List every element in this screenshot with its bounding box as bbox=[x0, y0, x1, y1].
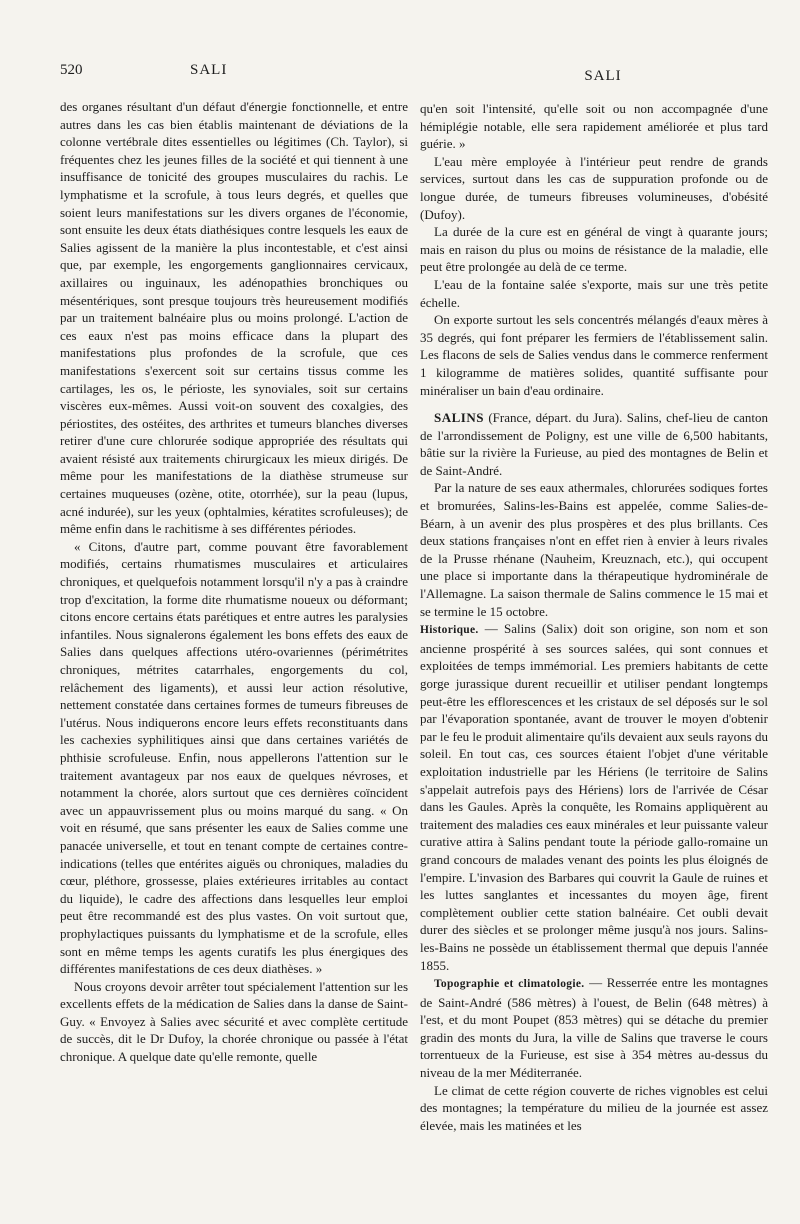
right-paragraph-5: On exporte surtout les sels concentrés mélangés d'eaux mères à 35 degrés, qui font préparer les fermiers de l'établissement salin. Les flacons de sels de Salies vendus dans le commerce renferment 1 kilogramme de matières solides, quantité suffisante pour minéraliser un bain d'eau ordinaire. bbox=[420, 312, 768, 398]
left-paragraph-3: Nous croyons devoir arrêter tout spécialement l'attention sur les excellents effets de la médication de Salies dans la danse de Saint-Guy. « Envoyez à Salies avec sécurité et avec complète certitude de succès, dit le Dr Dufoy, la chorée chronique ou passée à l'état chronique. A quelque date qu'elle remonte, quelle bbox=[60, 978, 408, 1065]
topographie-text: — Resserrée entre les montagnes de Saint-André (586 mètres) à l'ouest, de Belin (648 mètres) à l'est, et du mont Poupet (853 mètres) qui se détache du premier gradin des monts du Jura, la ville de Salins que traverse le cours torrentueux de la Furieuse, est sise à 354 mètres au-dessus du niveau de la mer Méditerranée. bbox=[420, 975, 769, 1081]
page-number: 520 bbox=[60, 62, 83, 78]
right-paragraph-4: L'eau de la fontaine salée s'exporte, mais sur une très petite échelle. bbox=[420, 276, 768, 310]
right-paragraph-1: qu'en soit l'intensité, qu'elle soit ou non accompagnée d'une hémiplégie notable, elle sera rapidement améliorée et plus tard guérie. » bbox=[420, 101, 768, 152]
historique-text: — Salins (Salix) doit son origine, son nom et son ancienne prospérité à ses sources salées, qui sont connues et exploitées de temps immémorial. Les premiers habitants de cette gorge jurassique durent recueillir et utiliser pendant longtemps peut-être les efflorescences et les cristaux de sel déposés sur le sol par l'évaporation spontanée, avant de trouver le moyen d'obtenir par le feu le produit alimentaire qu'ils devaient aux seuls rayons du soleil. En tout cas, ces sources étaient l'objet d'une véritable exploitation industrielle par les Hériens (le territoire de Salins s'appelait autrefois pays des Hériens) lors de l'arrivée de César dans les Gaules. Après la conquête, les Romains appliquèrent au traitement des maladies ces eaux minérales et leur puissante valeur curative attira à Salins pendant toute la période gallo-romaine un grand concours de malades venant des points les plus éloignés de l'empire. L'invasion des Barbares qui couvrit la Gaule de ruines et les luttes sanglantes et incessantes du moyen âge, firent complètement oublier cette station balnéaire. Cet oubli devait durer des siècles et se prolonger même jusqu'à nos jours. Salins-les-Bains ne possède un établissement thermal que depuis l'année 1855. bbox=[420, 621, 768, 973]
topographie-heading: Topographie et climatologie. bbox=[434, 978, 585, 991]
left-column bbox=[60, 98, 408, 1066]
salins-intro: (France, départ. du Jura). Salins, chef-lieu de canton de l'arrondissement de Poligny, est une ville de 6,500 habitants, bâtie sur la rivière la Furieuse, au pied des montagnes de Belin et de Saint-André. bbox=[420, 410, 768, 478]
running-title-right: SALI bbox=[584, 68, 622, 84]
historique-heading: Historique. bbox=[420, 624, 479, 637]
climat-paragraph: Le climat de cette région couverte de riches vignobles est celui des montagnes; la température du milieu de la journée est assez élevée, mais les matinées et les bbox=[420, 1082, 768, 1133]
historique-section bbox=[420, 620, 768, 974]
topographie-section bbox=[420, 974, 768, 1082]
right-paragraph-2: L'eau mère employée à l'intérieur peut rendre de grands services, surtout dans les cas de suppuration profonde ou de longue durée, de tumeurs fibreuses volumineuses, d'obésité (Dufoy). bbox=[420, 153, 768, 222]
right-column bbox=[420, 100, 768, 1134]
right-paragraph-3: La durée de la cure est en général de vingt à quarante jours; mais en raison du plus ou moins de résistance de la maladie, elle peut être prolongée au delà de ce terme. bbox=[420, 224, 768, 275]
left-paragraph-1: des organes résultant d'un défaut d'énergie fonctionnelle, et entre autres dans les cas bien établis maintenant de déviations de la colonne vertébrale dites essentielles ou légitimes (Ch. Taylor), si fréquentes chez les jeunes filles de la société et qui tiennent à une insuffisance de tonicité des groupes musculaires du rachis. Le lymphatisme et la scrofule, à tous leurs degrés, et quelles que soient leurs manifestations sur les divers organes de l'économie, sont ensuite les deux états diathésiques contre lesquels les eaux de Salies agissent de la manière la plus incontestable, et c'est ainsi que, par exemple, les engorgements ganglionnaires cervicaux, axillaires ou inguinaux, les adénopathies bronchiques ou mésentériques, sont presque toujours très heureusement modifiés par un traitement balnéaire plus ou moins prolongé. L'action de ces eaux n'est pas moins efficace dans la plupart des manifestations plus profondes de la scrofule, que ces manifestations s'exercent soit sur certains tissus comme les cartilages, les os, le périoste, les synoviales, soit sur certains viscères eux-mêmes. Aussi voit-on souvent des coxalgies, des périostites, des ostéites, des arthrites et tumeurs blanches diverses retirer d'une cure chlorurée sodique appropriée des résultats qui avaient résisté aux traitements chirurgicaux les mieux dirigés. De même pour les manifestations de la diathèse strumeuse sur certaines muqueuses (ozène, otite, otorrhée), sur la peau (lupus, acné indurée), sur les yeux (ophtalmies, kératites scrofuleuses); de même enfin dans le rachitisme à ses différentes périodes. bbox=[60, 99, 408, 537]
left-paragraph-2: « Citons, d'autre part, comme pouvant être favorablement modifiés, certains rhumatismes musculaires et articulaires chroniques, et quelquefois notamment lorsqu'il n'y a pas à craindre trop d'excitation, la forme dite rhumatisme noueux ou déformant; citons encore certains états parétiques et entre autres les paralysies infantiles. Nous signalerons également les bons effets des eaux de Salies dans quelques affections utéro-ovariennes (périmétrites chroniques, métrites catarrhales, engorgements du col, relâchement des ligaments), et aussi leur action résolutive, nettement constatée dans certaines formes de tumeurs fibreuses de l'utérus. Nous indiquerons encore leurs effets reconstituants dans les cachexies syphilitiques ainsi que dans certaines variétés de phthisie scrofuleuse. Enfin, nous appellerons l'attention sur le traitement avantageux par nos eaux de quelques névroses, et notamment la chorée, alors surtout que ces dernières coïncident avec un appauvrissement plus ou moins marqué du sang. « On voit en résumé, que sans présenter les eaux de Salies comme une panacée universelle, et tout en tenant compte de certaines contre-indications (telles que entérites aiguës ou chroniques, maladies du cœur, pléthore, grossesse, plaies extérieures irritables au contact du liquide), le cadre des affections dans lesquelles leur emploi peut être recommandé est des plus vastes. On voit surtout que, prophylactiques puissants du lymphatisme et de la scrofule, elles sont en même temps les agents curatifs les plus énergiques des différentes manifestations de ces deux diathèses. » bbox=[60, 538, 408, 977]
salins-headword: SALINS bbox=[434, 410, 484, 426]
left-page-header bbox=[60, 62, 372, 79]
running-title-left: SALI bbox=[190, 62, 228, 78]
salins-paragraph-2: Par la nature de ses eaux athermales, chlorurées sodiques fortes et bromurées, Salins-les-Bains est appelée, comme Salies-de-Béarn, à un avenir des plus prospères et des plus brillants. Ces deux stations françaises n'ont en effet rien à envier à leurs rivales de la Prusse rhénane (Nauheim, Kreuznach, etc.), qui occupent une place si importante dans la thérapeutique hydrominérale de l'Allemagne. La saison thermale de Salins commence le 15 mai et se termine le 15 octobre. bbox=[420, 480, 768, 619]
salins-entry bbox=[420, 409, 768, 479]
